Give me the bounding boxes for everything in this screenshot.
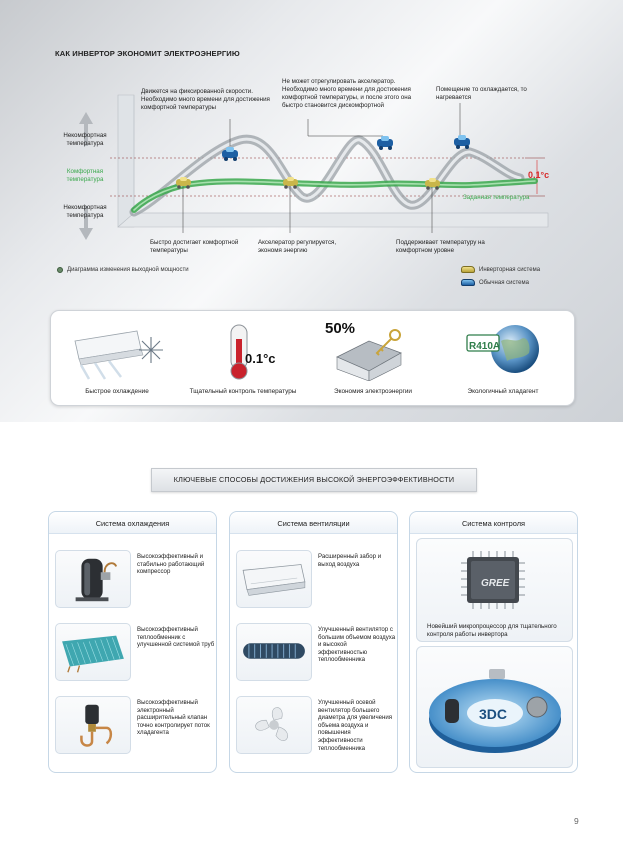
refrigerant-label: R410A [469,341,501,352]
column-title: Система вентиляции [230,512,397,534]
heat-exchanger-icon [56,624,130,680]
feature-energy-saving [309,311,437,407]
chip-label: GREE [481,578,510,589]
cross-flow-fan-text: Улучшенный вентилятор с большим объемом воздуха и высокой эффективностью теплообменника [318,626,396,664]
feature-label: Экономия электроэнергии [334,388,412,395]
3dc-badge: 3DC [479,706,508,722]
feature-label: Быстрое охлаждение [85,388,149,395]
axial-fan-text: Улучшенный осевой вентилятор большего диаметра для увеличения объема воздуха и повышения эффективности теплообменника [318,699,393,752]
microprocessor-text: Новейший микропроцессор для тщательного контроля работы инвертора [427,623,557,639]
legend-dot-icon [57,267,63,273]
feature-label: Тщательный контроль температуры [189,388,297,395]
cooling-system-column [48,511,217,773]
label-delta: 0.1°c [528,170,550,180]
microprocessor-panel [416,538,573,642]
thermometer-icon [193,319,293,381]
axial-fan-icon [237,697,311,753]
compressor-text: Высокоэффективный и стабильно работающий компрессор [137,553,205,576]
indoor-unit-icon [237,551,311,607]
label-uncomfortable-top: Некомфортная температура [63,132,107,148]
indoor-unit-text: Расширенный забор и выход воздуха [318,553,382,568]
conventional-car-icon [454,135,470,149]
axial-fan-card [236,696,312,754]
cross-flow-fan-icon [237,624,311,680]
features-panel [50,310,575,406]
cross-flow-fan-card [236,623,312,681]
compressor-icon [56,551,130,607]
legend-conventional [461,279,529,286]
air-conditioner-snowflake-icon [67,319,167,381]
note-fixed-speed: Движется на фиксированной скорости. Необходимо много времени для достижения комфортной температуры [141,88,270,112]
feature-eco-refrigerant [439,311,567,407]
graphic-title: КАК ИНВЕРТОР ЭКОНОМИТ ЭЛЕКТРОЭНЕРГИЮ [55,49,240,58]
label-comfortable: Комфортная температура [66,168,104,184]
section-title: КЛЮЧЕВЫЕ СПОСОБЫ ДОСТИЖЕНИЯ ВЫСОКОЙ ЭНЕРГОЭФФЕКТИВНОСТИ [151,468,477,492]
compressor-card [55,550,131,608]
control-system-column [409,511,578,773]
legend-power-label: Диаграмма изменения выходной мощности [67,267,189,273]
page-number: 9 [574,816,579,826]
inverter-graphic [0,0,623,422]
note-no-accelerator: Не может отрегулировать акселератор. Необходимо много времени для достижения комфортной температуры, и после этого она быстро становится дискомфортной [282,78,412,110]
indoor-unit-card [236,550,312,608]
label-uncomfortable-bottom: Некомфортная температура [63,204,107,220]
heat-exchanger-text: Высокоэффективный теплообменник с улучшенной системой труб [137,626,215,649]
globe-r410a-icon [453,319,553,381]
note-fast-reach: Быстро достигает комфортной температуры [150,239,239,255]
3dc-panel [416,646,573,768]
legend-inverter [461,266,540,273]
label-set-temperature: Заданная температура [463,194,530,201]
conventional-car-icon [461,279,475,286]
note-accelerator-regulated: Акселератор регулируется, экономя энергию [258,239,337,255]
column-title: Система охлаждения [49,512,216,534]
ventilation-system-column [229,511,398,773]
expansion-valve-icon [56,697,130,753]
heat-exchanger-card [55,623,131,681]
feature-temperature-control [179,311,307,407]
thermometer-value: 0.1°c [245,351,276,366]
expansion-valve-text: Высокоэффективный электронный расширительный клапан точно контролирует поток хладагента [137,699,210,737]
column-title: Система контроля [410,512,577,534]
legend-power [57,267,189,273]
legend-conventional-label: Обычная система [479,279,529,286]
legend-inverter-label: Инверторная система [479,266,541,273]
note-maintains: Поддерживает температуру на комфортном уровне [396,239,485,255]
feature-label: Экологичный хладагент [467,388,539,395]
inverter-car-icon [461,266,475,273]
feature-fast-cooling [53,311,181,407]
conventional-car-icon [377,136,393,150]
energy-value: 50% [325,320,356,337]
expansion-valve-card [55,696,131,754]
note-cooled-heated: Помещение то охлаждается, то нагревается [436,86,527,102]
